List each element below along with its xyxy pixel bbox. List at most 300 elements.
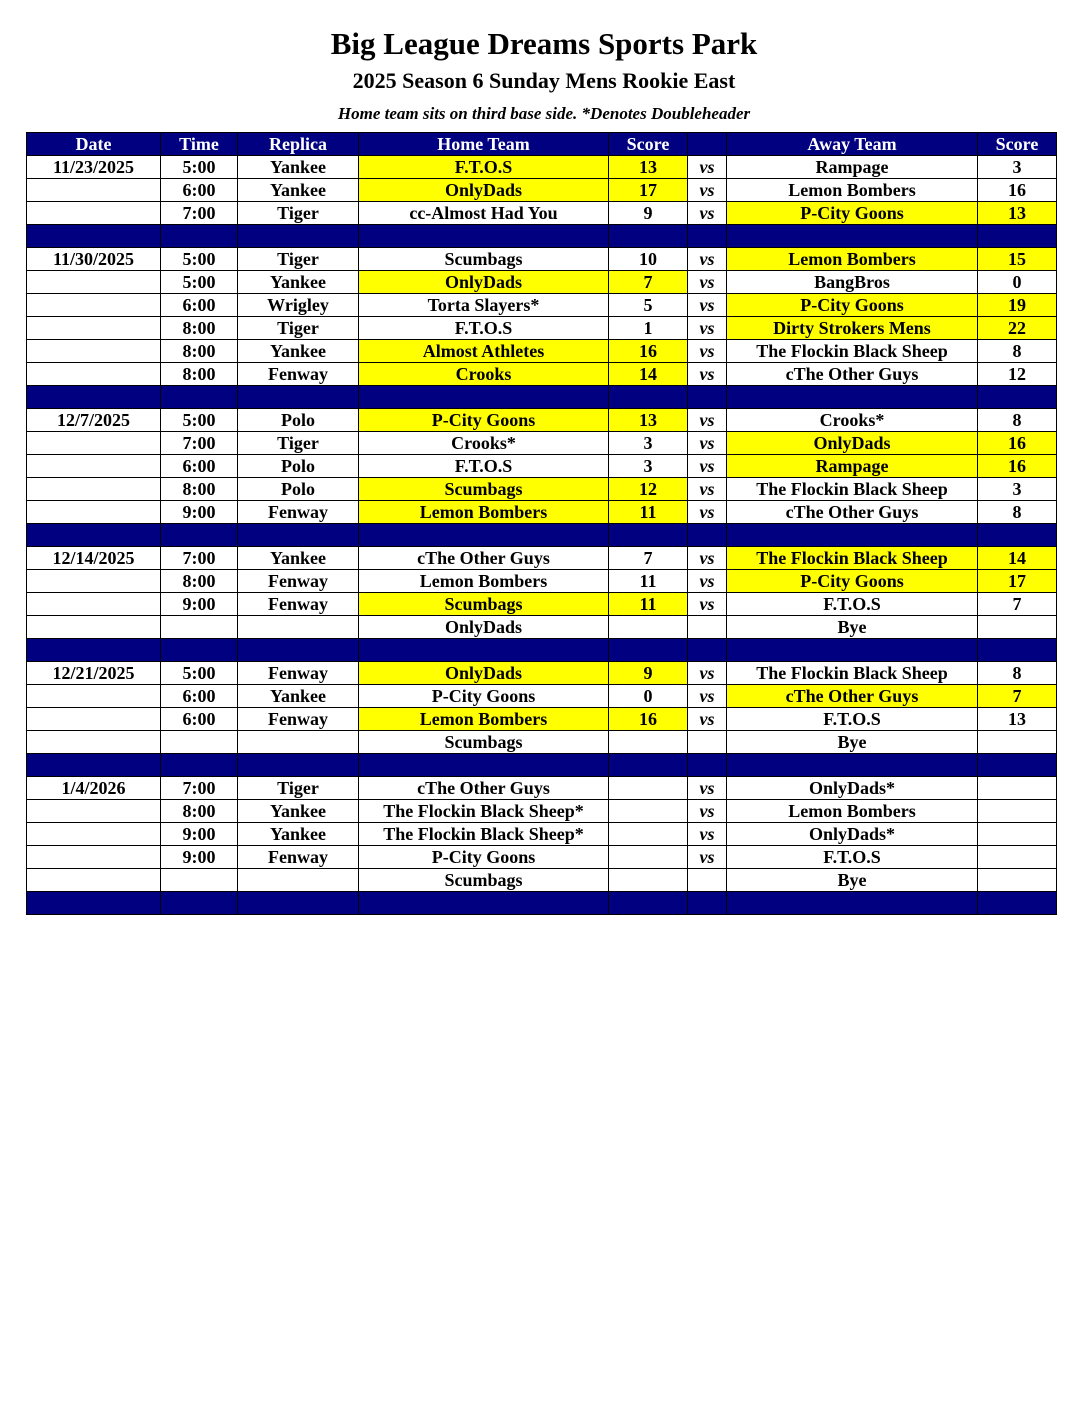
separator-cell (609, 225, 688, 248)
game-row (27, 455, 1057, 478)
time-cell: 7:00 (161, 202, 238, 225)
home-team-cell: OnlyDads (359, 662, 609, 685)
time-cell: 6:00 (161, 455, 238, 478)
replica-cell: Fenway (238, 501, 359, 524)
replica-cell: Fenway (238, 662, 359, 685)
time-cell: 9:00 (161, 501, 238, 524)
separator-cell (727, 639, 978, 662)
separator-cell (978, 892, 1057, 915)
vs-cell: vs (688, 271, 727, 294)
home-team-cell: P-City Goons (359, 685, 609, 708)
separator-cell (727, 225, 978, 248)
date-cell: 12/7/2025 (27, 409, 161, 432)
home-team-cell: Lemon Bombers (359, 708, 609, 731)
replica-cell: Fenway (238, 846, 359, 869)
vs-cell: vs (688, 432, 727, 455)
game-row (27, 616, 1057, 639)
home-team-cell: Scumbags (359, 869, 609, 892)
game-row (27, 547, 1057, 570)
game-row (27, 432, 1057, 455)
time-cell: 9:00 (161, 593, 238, 616)
separator-cell (27, 892, 161, 915)
vs-cell: vs (688, 662, 727, 685)
away-score-cell: 8 (978, 340, 1057, 363)
home-team-cell: The Flockin Black Sheep* (359, 800, 609, 823)
date-cell (27, 823, 161, 846)
away-score-cell: 13 (978, 708, 1057, 731)
game-row (27, 685, 1057, 708)
away-score-cell (978, 731, 1057, 754)
game-row (27, 731, 1057, 754)
separator-cell (727, 524, 978, 547)
game-row (27, 662, 1057, 685)
home-team-cell: OnlyDads (359, 616, 609, 639)
time-cell: 7:00 (161, 432, 238, 455)
game-row (27, 271, 1057, 294)
replica-cell: Polo (238, 455, 359, 478)
home-team-cell: The Flockin Black Sheep* (359, 823, 609, 846)
vs-cell: vs (688, 409, 727, 432)
week-separator-row (27, 892, 1057, 915)
replica-cell: Yankee (238, 823, 359, 846)
home-score-cell (609, 616, 688, 639)
away-score-cell (978, 616, 1057, 639)
time-cell: 7:00 (161, 777, 238, 800)
time-cell: 9:00 (161, 846, 238, 869)
vs-cell: vs (688, 294, 727, 317)
replica-cell: Fenway (238, 593, 359, 616)
page-title: Big League Dreams Sports Park (330, 26, 758, 61)
vs-cell: vs (688, 317, 727, 340)
away-team-cell: The Flockin Black Sheep (727, 662, 978, 685)
separator-cell (27, 524, 161, 547)
home-team-cell: Scumbags (359, 593, 609, 616)
away-score-cell: 0 (978, 271, 1057, 294)
away-score-cell: 7 (978, 593, 1057, 616)
date-cell: 11/23/2025 (27, 156, 161, 179)
vs-cell: vs (688, 478, 727, 501)
game-row (27, 179, 1057, 202)
header-replica: Replica (238, 133, 359, 156)
separator-cell (688, 524, 727, 547)
time-cell: 5:00 (161, 156, 238, 179)
home-team-cell: cThe Other Guys (359, 547, 609, 570)
away-score-cell (978, 869, 1057, 892)
game-row (27, 156, 1057, 179)
away-team-cell: OnlyDads (727, 432, 978, 455)
time-cell: 8:00 (161, 363, 238, 386)
vs-cell: vs (688, 823, 727, 846)
home-score-cell (609, 823, 688, 846)
away-team-cell: F.T.O.S (727, 708, 978, 731)
vs-cell: vs (688, 340, 727, 363)
home-score-cell (609, 846, 688, 869)
home-score-cell: 17 (609, 179, 688, 202)
week-separator-row (27, 754, 1057, 777)
game-row (27, 570, 1057, 593)
game-row (27, 294, 1057, 317)
away-team-cell: The Flockin Black Sheep (727, 340, 978, 363)
date-cell (27, 708, 161, 731)
game-row (27, 248, 1057, 271)
date-cell (27, 685, 161, 708)
vs-cell: vs (688, 156, 727, 179)
away-team-cell: Crooks* (727, 409, 978, 432)
away-team-cell: Lemon Bombers (727, 179, 978, 202)
away-team-cell: cThe Other Guys (727, 501, 978, 524)
game-row (27, 823, 1057, 846)
vs-cell (688, 616, 727, 639)
replica-cell: Yankee (238, 340, 359, 363)
game-row (27, 800, 1057, 823)
home-score-cell: 9 (609, 202, 688, 225)
replica-cell: Tiger (238, 432, 359, 455)
time-cell (161, 731, 238, 754)
away-team-cell: OnlyDads* (727, 777, 978, 800)
home-team-cell: Lemon Bombers (359, 570, 609, 593)
home-score-cell: 13 (609, 156, 688, 179)
home-score-cell (609, 731, 688, 754)
home-team-cell: Scumbags (359, 478, 609, 501)
home-team-cell: OnlyDads (359, 179, 609, 202)
time-cell: 5:00 (161, 271, 238, 294)
away-score-cell: 22 (978, 317, 1057, 340)
separator-cell (359, 225, 609, 248)
separator-cell (609, 524, 688, 547)
separator-cell (359, 892, 609, 915)
date-cell (27, 616, 161, 639)
time-cell: 8:00 (161, 800, 238, 823)
vs-cell: vs (688, 547, 727, 570)
away-team-cell: Bye (727, 869, 978, 892)
vs-cell: vs (688, 593, 727, 616)
away-score-cell: 3 (978, 156, 1057, 179)
home-score-cell: 5 (609, 294, 688, 317)
time-cell: 6:00 (161, 708, 238, 731)
home-team-cell: Crooks* (359, 432, 609, 455)
home-team-cell: Scumbags (359, 248, 609, 271)
game-row (27, 777, 1057, 800)
time-cell: 6:00 (161, 685, 238, 708)
away-team-cell: The Flockin Black Sheep (727, 478, 978, 501)
time-cell: 8:00 (161, 570, 238, 593)
home-team-cell: Crooks (359, 363, 609, 386)
date-cell: 1/4/2026 (27, 777, 161, 800)
game-row (27, 363, 1057, 386)
date-cell: 12/21/2025 (27, 662, 161, 685)
replica-cell: Yankee (238, 179, 359, 202)
vs-cell: vs (688, 777, 727, 800)
away-team-cell: OnlyDads* (727, 823, 978, 846)
away-score-cell: 7 (978, 685, 1057, 708)
separator-cell (161, 639, 238, 662)
time-cell: 5:00 (161, 409, 238, 432)
date-cell (27, 501, 161, 524)
replica-cell: Tiger (238, 202, 359, 225)
game-row (27, 846, 1057, 869)
game-row (27, 409, 1057, 432)
separator-cell (727, 754, 978, 777)
separator-cell (161, 754, 238, 777)
separator-cell (978, 225, 1057, 248)
date-cell: 11/30/2025 (27, 248, 161, 271)
away-score-cell: 16 (978, 179, 1057, 202)
game-row (27, 478, 1057, 501)
vs-cell: vs (688, 708, 727, 731)
away-score-cell: 3 (978, 478, 1057, 501)
replica-cell: Yankee (238, 800, 359, 823)
home-score-cell (609, 800, 688, 823)
away-team-cell: Dirty Strokers Mens (727, 317, 978, 340)
separator-cell (161, 892, 238, 915)
separator-cell (359, 524, 609, 547)
separator-cell (609, 386, 688, 409)
separator-cell (978, 639, 1057, 662)
away-score-cell: 8 (978, 409, 1057, 432)
vs-cell: vs (688, 800, 727, 823)
separator-cell (238, 892, 359, 915)
away-team-cell: Lemon Bombers (727, 800, 978, 823)
separator-cell (27, 225, 161, 248)
home-score-cell: 14 (609, 363, 688, 386)
week-separator-row (27, 639, 1057, 662)
header-home-team: Home Team (359, 133, 609, 156)
separator-cell (27, 639, 161, 662)
separator-cell (688, 386, 727, 409)
home-score-cell: 12 (609, 478, 688, 501)
away-team-cell: F.T.O.S (727, 593, 978, 616)
schedule-note: Home team sits on third base side. *Denotes Doubleheader (337, 104, 751, 123)
separator-cell (238, 639, 359, 662)
date-cell (27, 340, 161, 363)
week-separator-row (27, 386, 1057, 409)
home-team-cell: F.T.O.S (359, 156, 609, 179)
time-cell: 5:00 (161, 662, 238, 685)
home-team-cell: OnlyDads (359, 271, 609, 294)
separator-cell (238, 524, 359, 547)
away-score-cell (978, 800, 1057, 823)
header-away-score: Score (978, 133, 1057, 156)
home-score-cell: 16 (609, 708, 688, 731)
time-cell: 8:00 (161, 478, 238, 501)
separator-cell (727, 386, 978, 409)
away-score-cell (978, 777, 1057, 800)
away-score-cell: 13 (978, 202, 1057, 225)
away-team-cell: Bye (727, 731, 978, 754)
replica-cell: Yankee (238, 685, 359, 708)
separator-cell (27, 754, 161, 777)
date-cell (27, 455, 161, 478)
page-subtitle: 2025 Season 6 Sunday Mens Rookie East (352, 68, 736, 93)
away-score-cell (978, 846, 1057, 869)
vs-cell: vs (688, 202, 727, 225)
vs-cell (688, 731, 727, 754)
replica-cell (238, 616, 359, 639)
home-score-cell: 9 (609, 662, 688, 685)
home-team-cell: F.T.O.S (359, 317, 609, 340)
away-score-cell: 14 (978, 547, 1057, 570)
away-team-cell: Bye (727, 616, 978, 639)
away-team-cell: P-City Goons (727, 570, 978, 593)
week-separator-row (27, 524, 1057, 547)
time-cell: 6:00 (161, 179, 238, 202)
time-cell: 5:00 (161, 248, 238, 271)
game-row (27, 593, 1057, 616)
away-team-cell: cThe Other Guys (727, 363, 978, 386)
date-cell (27, 800, 161, 823)
separator-cell (609, 639, 688, 662)
away-score-cell: 8 (978, 501, 1057, 524)
replica-cell: Fenway (238, 570, 359, 593)
separator-cell (359, 386, 609, 409)
separator-cell (688, 639, 727, 662)
separator-cell (359, 639, 609, 662)
game-row (27, 501, 1057, 524)
away-score-cell: 12 (978, 363, 1057, 386)
home-score-cell: 1 (609, 317, 688, 340)
game-row (27, 340, 1057, 363)
separator-cell (688, 754, 727, 777)
replica-cell: Wrigley (238, 294, 359, 317)
home-score-cell: 3 (609, 455, 688, 478)
separator-cell (727, 892, 978, 915)
date-cell (27, 317, 161, 340)
home-score-cell: 7 (609, 271, 688, 294)
game-row (27, 202, 1057, 225)
replica-cell (238, 731, 359, 754)
separator-cell (978, 524, 1057, 547)
home-team-cell: Almost Athletes (359, 340, 609, 363)
replica-cell: Tiger (238, 317, 359, 340)
table-header-row (27, 133, 1057, 156)
replica-cell: Polo (238, 478, 359, 501)
away-team-cell: F.T.O.S (727, 846, 978, 869)
separator-cell (609, 892, 688, 915)
date-cell (27, 432, 161, 455)
replica-cell: Polo (238, 409, 359, 432)
home-team-cell: P-City Goons (359, 846, 609, 869)
date-cell (27, 593, 161, 616)
home-score-cell: 11 (609, 593, 688, 616)
time-cell: 9:00 (161, 823, 238, 846)
replica-cell: Yankee (238, 156, 359, 179)
away-team-cell: P-City Goons (727, 202, 978, 225)
away-score-cell: 16 (978, 432, 1057, 455)
vs-cell: vs (688, 570, 727, 593)
separator-cell (161, 225, 238, 248)
separator-cell (978, 754, 1057, 777)
home-team-cell: Torta Slayers* (359, 294, 609, 317)
home-score-cell: 11 (609, 501, 688, 524)
date-cell (27, 570, 161, 593)
away-score-cell: 17 (978, 570, 1057, 593)
date-cell (27, 731, 161, 754)
home-score-cell: 3 (609, 432, 688, 455)
vs-cell: vs (688, 455, 727, 478)
date-cell (27, 179, 161, 202)
replica-cell (238, 869, 359, 892)
away-team-cell: The Flockin Black Sheep (727, 547, 978, 570)
away-team-cell: Rampage (727, 455, 978, 478)
separator-cell (161, 524, 238, 547)
separator-cell (238, 386, 359, 409)
home-score-cell: 13 (609, 409, 688, 432)
header-date: Date (27, 133, 161, 156)
away-team-cell: BangBros (727, 271, 978, 294)
away-score-cell: 19 (978, 294, 1057, 317)
vs-cell: vs (688, 363, 727, 386)
away-team-cell: cThe Other Guys (727, 685, 978, 708)
time-cell: 7:00 (161, 547, 238, 570)
date-cell (27, 363, 161, 386)
schedule-body (27, 156, 1057, 915)
date-cell (27, 294, 161, 317)
vs-cell (688, 869, 727, 892)
away-team-cell: P-City Goons (727, 294, 978, 317)
vs-cell: vs (688, 846, 727, 869)
vs-cell: vs (688, 501, 727, 524)
date-cell: 12/14/2025 (27, 547, 161, 570)
separator-cell (978, 386, 1057, 409)
separator-cell (27, 386, 161, 409)
away-score-cell: 8 (978, 662, 1057, 685)
separator-cell (609, 754, 688, 777)
away-team-cell: Lemon Bombers (727, 248, 978, 271)
home-score-cell: 16 (609, 340, 688, 363)
home-team-cell: cThe Other Guys (359, 777, 609, 800)
date-cell (27, 478, 161, 501)
replica-cell: Tiger (238, 248, 359, 271)
date-cell (27, 202, 161, 225)
header-time: Time (161, 133, 238, 156)
separator-cell (238, 754, 359, 777)
home-team-cell: cc-Almost Had You (359, 202, 609, 225)
time-cell (161, 869, 238, 892)
game-row (27, 317, 1057, 340)
date-cell (27, 846, 161, 869)
replica-cell: Yankee (238, 271, 359, 294)
replica-cell: Tiger (238, 777, 359, 800)
vs-cell: vs (688, 685, 727, 708)
separator-cell (359, 754, 609, 777)
away-score-cell (978, 823, 1057, 846)
home-score-cell (609, 777, 688, 800)
separator-cell (688, 892, 727, 915)
home-score-cell: 0 (609, 685, 688, 708)
separator-cell (161, 386, 238, 409)
game-row (27, 708, 1057, 731)
week-separator-row (27, 225, 1057, 248)
home-team-cell: F.T.O.S (359, 455, 609, 478)
vs-cell: vs (688, 248, 727, 271)
replica-cell: Yankee (238, 547, 359, 570)
separator-cell (688, 225, 727, 248)
time-cell: 8:00 (161, 340, 238, 363)
time-cell: 8:00 (161, 317, 238, 340)
replica-cell: Fenway (238, 708, 359, 731)
home-team-cell: Lemon Bombers (359, 501, 609, 524)
header-home-score: Score (609, 133, 688, 156)
schedule-table (26, 132, 1057, 915)
vs-cell: vs (688, 179, 727, 202)
away-score-cell: 16 (978, 455, 1057, 478)
home-team-cell: Scumbags (359, 731, 609, 754)
game-row (27, 869, 1057, 892)
home-team-cell: P-City Goons (359, 409, 609, 432)
away-score-cell: 15 (978, 248, 1057, 271)
home-score-cell (609, 869, 688, 892)
time-cell: 6:00 (161, 294, 238, 317)
